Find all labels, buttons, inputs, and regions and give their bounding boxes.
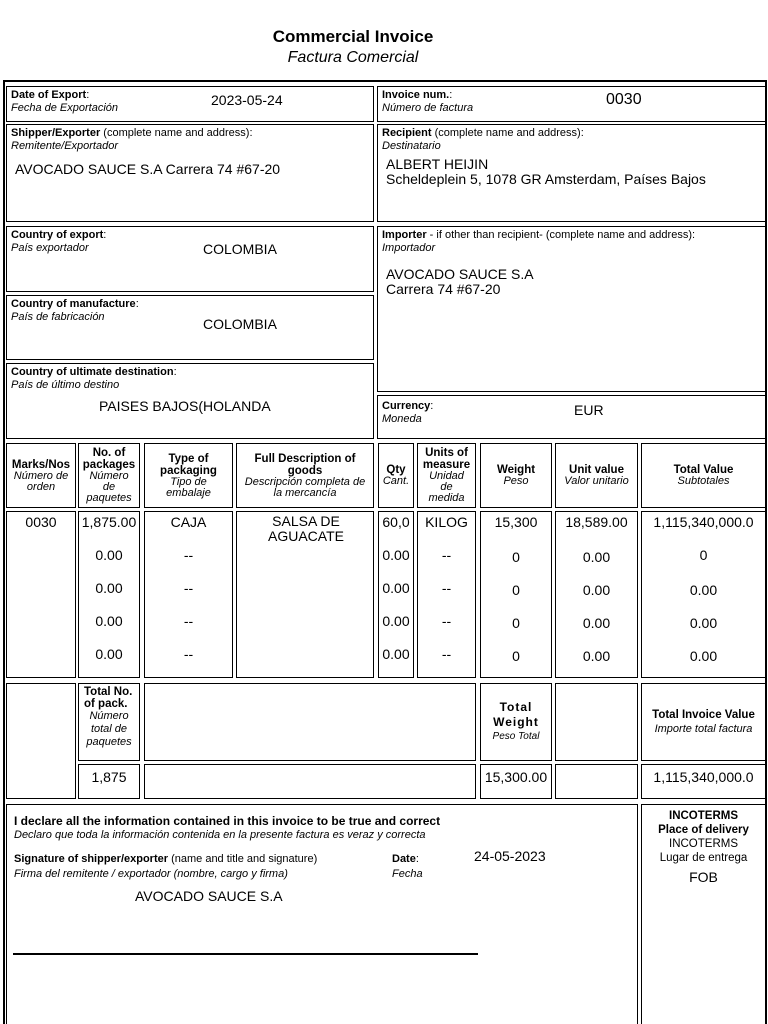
- declaration-text: I declare all the information contained in this invoice to be true and correct: [14, 814, 441, 828]
- table-cell: 0.00: [95, 613, 123, 629]
- column-type: [144, 511, 233, 678]
- table-cell: 15,300: [494, 514, 538, 530]
- table-cell: --: [183, 547, 194, 563]
- table-cell: 0: [699, 547, 708, 563]
- totals-unit-value-bottom: [555, 764, 638, 799]
- country-of-destination-box: Country of ultimate destination: País de último destino PAISES BAJOS(HOLANDA: [6, 363, 374, 439]
- table-cell: 0.00: [382, 580, 410, 596]
- header-unit-value: Unit value Valor unitario: [555, 443, 638, 508]
- table-cell: 0.00: [582, 648, 611, 664]
- importer-name: AVOCADO SAUCE S.A: [386, 266, 534, 282]
- declaration-date-value: 24-05-2023: [474, 848, 546, 864]
- table-cell: 0030: [25, 514, 57, 530]
- column-weight: [480, 511, 552, 678]
- incoterms-box: INCOTERMS Place of delivery INCOTERMS Lugar de entrega FOB: [641, 804, 766, 1024]
- totals-unit-value-top: [555, 683, 638, 761]
- currency-box: Currency: Moneda EUR: [377, 395, 766, 439]
- incoterms-value: FOB: [689, 869, 718, 885]
- table-cell: 0.00: [382, 613, 410, 629]
- table-cell: 0.00: [689, 615, 718, 631]
- header-total-value: Total Value Subtotales: [641, 443, 766, 508]
- header-marks: Marks/Nos Número de orden: [6, 443, 76, 508]
- date-of-export-value: 2023-05-24: [211, 92, 283, 108]
- country-of-destination-value: PAISES BAJOS(HOLANDA: [99, 398, 271, 414]
- totals-spacer-top: [144, 683, 476, 761]
- invoice-num-box: Invoice num.: Número de factura 0030: [377, 86, 766, 122]
- shipper-value: AVOCADO SAUCE S.A Carrera 74 #67-20: [15, 161, 281, 177]
- table-cell: 1,875.00: [81, 514, 137, 530]
- column-units: [417, 511, 476, 678]
- table-cell: --: [183, 580, 194, 596]
- table-cell: --: [183, 613, 194, 629]
- declaration-text-spanish: Declaro que toda la información contenida en la presente factura es veraz y correcta: [14, 829, 426, 841]
- invoice-title: Commercial Invoice: [272, 27, 434, 46]
- total-packages-label-box: Total No. of pack. Número total de paquetes: [78, 683, 140, 761]
- country-of-export-value: COLOMBIA: [203, 241, 277, 257]
- signature-line: [13, 953, 478, 955]
- total-weight-value: 15,300.00: [484, 769, 548, 785]
- invoice-num-value: 0030: [606, 91, 642, 108]
- column-total-value: [641, 511, 766, 678]
- table-cell: --: [441, 547, 452, 563]
- header-units: Units of measure Unidad de medida: [417, 443, 476, 508]
- table-cell: 18,589.00: [565, 514, 628, 530]
- table-cell: 0.00: [95, 547, 123, 563]
- recipient-name: ALBERT HEIJIN: [386, 156, 489, 172]
- table-cell: --: [183, 646, 194, 662]
- column-marks: [6, 511, 76, 678]
- country-of-export-box: Country of export: País exportador COLOMBIA: [6, 226, 374, 292]
- total-weight-value-box: [480, 764, 552, 799]
- invoice-title-spanish: Factura Comercial: [287, 49, 419, 66]
- currency-value: EUR: [574, 402, 604, 418]
- total-invoice-value: 1,115,340,000.0: [653, 769, 754, 785]
- table-cell: 0: [512, 648, 520, 664]
- totals-spacer-bottom: [144, 764, 476, 799]
- header-type-of-packaging: Type of packaging Tipo de embalaje: [144, 443, 233, 508]
- total-invoice-label-box: Total Invoice Value Importe total factura: [641, 683, 766, 761]
- totals-empty-left: [6, 683, 76, 799]
- table-cell: KILOG: [425, 514, 468, 530]
- date-of-export-box: Date of Export: Fecha de Exportación 2023-05-24: [6, 86, 374, 122]
- recipient-address: Scheldeplein 5, 1078 GR Amsterdam, Países Bajos: [386, 171, 706, 187]
- header-description: Full Description of goods Descripción completa de la mercancía: [236, 443, 374, 508]
- column-packages: [78, 511, 140, 678]
- table-cell: 0.00: [582, 615, 611, 631]
- header-qty: Qty Cant.: [378, 443, 414, 508]
- table-cell: 0.00: [382, 646, 410, 662]
- column-description: [236, 511, 374, 678]
- total-packages-value-box: [78, 764, 140, 799]
- total-invoice-value-box: [641, 764, 766, 799]
- importer-box: Importer - if other than recipient- (complete name and address): Importador AVOCADO SAUCE S.A Carrera 74 #67-20: [377, 226, 766, 392]
- country-of-manufacture-value: COLOMBIA: [203, 316, 277, 332]
- importer-address: Carrera 74 #67-20: [386, 281, 501, 297]
- table-cell: --: [441, 613, 452, 629]
- table-cell: SALSA DE AGUACATE: [268, 513, 344, 544]
- header-weight: Weight Peso: [480, 443, 552, 508]
- table-cell: 0.00: [582, 549, 611, 565]
- country-of-manufacture-box: Country of manufacture: País de fabricación COLOMBIA: [6, 295, 374, 360]
- table-cell: 0: [512, 549, 520, 565]
- table-cell: 1,115,340,000.0: [653, 514, 754, 530]
- total-packages-value: 1,875: [91, 769, 127, 785]
- table-cell: CAJA: [170, 514, 207, 530]
- table-cell: 0.00: [582, 582, 611, 598]
- table-cell: 60,0: [382, 514, 410, 530]
- table-cell: 0.00: [689, 648, 718, 664]
- table-cell: 0.00: [382, 547, 410, 563]
- total-weight-label-box: Total Weight Peso Total: [480, 683, 552, 761]
- table-cell: 0.00: [95, 580, 123, 596]
- table-cell: --: [441, 580, 452, 596]
- signature-value: AVOCADO SAUCE S.A: [135, 888, 283, 904]
- column-unit-value: [555, 511, 638, 678]
- table-cell: 0: [512, 582, 520, 598]
- table-cell: 0: [512, 615, 520, 631]
- declaration-box: I declare all the information contained in this invoice to be true and correct Declaro que toda la información contenida en la presente factura es veraz y correcta Signature of shipper/exporter (name and title and signature) Firma del remitente / exportador (nombre, cargo y firma) Date: Fecha 24-05-2023 AVOCADO SAUCE S.A: [6, 804, 638, 1024]
- recipient-box: Recipient (complete name and address): Destinatario ALBERT HEIJIN Scheldeplein 5, 1078 GR Amsterdam, Países Bajos: [377, 124, 766, 222]
- column-qty: [378, 511, 414, 678]
- header-packages: No. of packages Número de paquetes: [78, 443, 140, 508]
- table-cell: --: [441, 646, 452, 662]
- table-cell: 0.00: [95, 646, 123, 662]
- table-cell: 0.00: [689, 582, 718, 598]
- shipper-box: Shipper/Exporter (complete name and address): Remitente/Exportador AVOCADO SAUCE S.A Carrera 74 #67-20: [6, 124, 374, 222]
